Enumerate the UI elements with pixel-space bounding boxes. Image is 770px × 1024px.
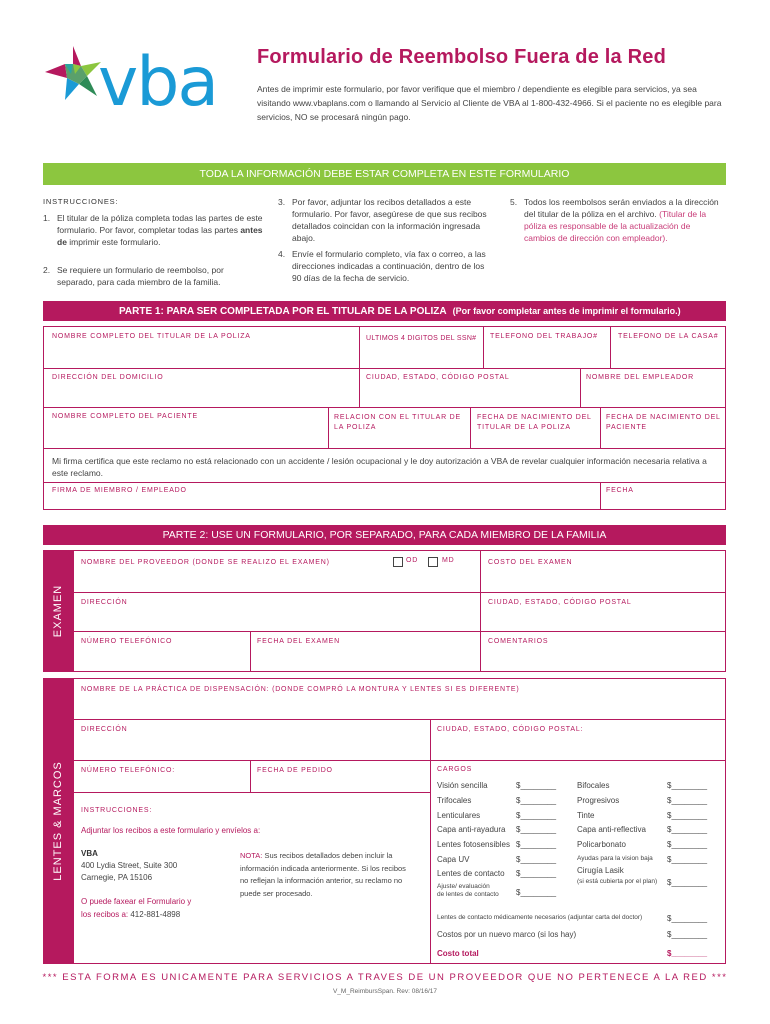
date-field[interactable]: FECHA xyxy=(606,487,634,494)
holder-name-field[interactable]: NOMBRE COMPLETO DEL TITULAR DE LA POLIZA xyxy=(52,333,251,340)
note-bold: NOTA: xyxy=(240,851,263,860)
charge-label: Policarbonato xyxy=(577,840,626,849)
charge-input[interactable]: $________ xyxy=(516,840,557,849)
fax-line-2 xyxy=(81,910,180,919)
fax-label: los recibos a: xyxy=(81,910,131,919)
part2-title: PARTE 2: USE UN FORMULARIO, POR SEPARADO, PARA CADA MIEMBRO DE LA FAMILIA xyxy=(162,529,607,541)
employer-field[interactable]: NOMBRE DEL EMPLEADOR xyxy=(586,374,694,381)
charge-label-eval-2: de lentes de contacto xyxy=(437,891,499,898)
attach-text: Adjuntar los recibos a este formulario y envíelos a: xyxy=(81,826,261,835)
note-text xyxy=(240,850,415,900)
instruction-1-text-b: imprimir este formulario. xyxy=(66,237,161,247)
charge-input[interactable]: $________ xyxy=(667,796,708,805)
practice-field[interactable]: NOMBRE DE LA PRÁCTICA DE DISPENSACIÓN: (DONDE COMPRÓ LA MONTURA Y LENTES SI ES DIFERENTE) xyxy=(81,686,520,693)
charge-input[interactable]: $________ xyxy=(667,930,708,939)
charge-input[interactable]: $________ xyxy=(516,825,557,834)
lenses-side-label xyxy=(43,678,73,964)
instruction-3-num: 3. xyxy=(278,197,286,207)
lenses-form xyxy=(73,678,726,964)
charge-label-eval-1: Ajuste/ evaluación xyxy=(437,883,490,890)
charge-input[interactable]: $________ xyxy=(516,781,557,790)
charge-label: Visión sencilla xyxy=(437,781,488,790)
instruction-5-text: Todos los reembolsos serán enviados a la dirección del titular de la póliza en el archivo. xyxy=(524,197,719,219)
exam-side-label xyxy=(43,550,73,672)
charge-input[interactable]: $________ xyxy=(516,855,557,864)
instruction-3-text: Por favor, adjuntar los recibos detallados a este formulario. Por favor, asegúrese de que sus recibos detallados coincidan con la información ingresada abajo. xyxy=(292,197,487,243)
exam-form xyxy=(73,550,726,672)
instruction-5-num: 5. xyxy=(510,197,518,207)
charge-label: Lenticulares xyxy=(437,811,481,820)
charge-input[interactable]: $________ xyxy=(667,878,708,887)
footer-notice: *** ESTA FORMA ES UNICAMENTE PARA SERVICIOS A TRAVES DE UN PROVEEDOR QUE NO PERTENECE A LA RED *** xyxy=(42,972,728,983)
certify-text: Mi firma certifica que este reclamo no está relacionado con un accidente / lesión ocupacional y le doy autorización a VBA de revelar cualquier información necesaria relativa a este reclamo. xyxy=(52,456,707,478)
lenses-instr-heading: INSTRUCCIONES: xyxy=(81,807,153,814)
instructions-col-2 xyxy=(278,196,493,286)
note-body: Sus recibos detallados deben incluir la información indicada anteriormente. Si los recibos no reflejan la información anterior, su reclamo no puede ser procesado. xyxy=(240,851,406,898)
total-input[interactable]: $________ xyxy=(667,949,708,958)
lenses-address-field[interactable]: DIRECCIÓN xyxy=(81,726,128,733)
charge-input[interactable]: $________ xyxy=(516,811,557,820)
charge-input[interactable]: $________ xyxy=(516,869,557,878)
part1-title: PARTE 1: PARA SER COMPLETADA POR EL TITULAR DE LA POLIZA xyxy=(119,305,447,317)
md-checkbox[interactable] xyxy=(428,557,438,567)
charge-label: Capa anti-rayadura xyxy=(437,825,506,834)
home-phone-field[interactable]: TELEFONO DE LA CASA# xyxy=(618,333,719,340)
exam-address-field[interactable]: DIRECCIÓN xyxy=(81,599,128,606)
charge-input[interactable]: $________ xyxy=(516,888,557,897)
part1-banner xyxy=(43,301,726,321)
instructions-col-1 xyxy=(43,196,263,286)
charge-input[interactable]: $________ xyxy=(516,796,557,805)
lenses-side-text: LENTES & MARCOS xyxy=(52,761,64,881)
instruction-5-note: (Titular de la póliza es responsable de la actualización de cambios de dirección con empleador). xyxy=(524,209,707,243)
instruction-4-text: Envíe el formulario completo, vía fax o correo, a las direcciones indicadas a continuación, dentro de los 90 días de la fecha de servicio. xyxy=(292,249,486,283)
work-phone-field[interactable]: TELEFONO DEL TRABAJO# xyxy=(490,333,598,340)
ssn-field[interactable]: ULTIMOS 4 DIGITOS DEL SSN# xyxy=(366,335,477,342)
charge-label: Capa anti-reflectiva xyxy=(577,825,646,834)
patient-dob-field[interactable]: FECHA DE NACIMIENTO DEL PACIENTE xyxy=(606,414,721,431)
instruction-1-text xyxy=(57,212,263,248)
total-label: Costo total xyxy=(437,949,479,958)
relation-field[interactable]: RELACION CON EL TITULAR DE LA POLIZA xyxy=(334,414,461,431)
od-label: OD xyxy=(406,557,419,564)
charges-heading: CARGOS xyxy=(437,766,473,773)
signature-field[interactable]: FIRMA DE MIEMBRO / EMPLEADO xyxy=(52,487,187,494)
charge-label-medical: Lentes de contacto médicamente necesarios (adjuntar carta del doctor) xyxy=(437,914,643,921)
md-label: MD xyxy=(442,557,455,564)
provider-field[interactable]: NOMBRE DEL PROVEEDOR (DONDE SE REALIZO EL EXAMEN) xyxy=(81,559,330,566)
charge-input[interactable]: $________ xyxy=(667,825,708,834)
logo-text: vba xyxy=(98,43,218,122)
charge-label-lasik-note: (si está cubierta por el plan) xyxy=(577,878,658,885)
charge-label: Lentes fotosensibles xyxy=(437,840,510,849)
exam-phone-field[interactable]: NÚMERO TELEFÓNICO xyxy=(81,638,173,645)
exam-date-field[interactable]: FECHA DEL EXAMEN xyxy=(257,638,340,645)
charge-label-vision-aid: Ayudas para la vision baja xyxy=(577,855,653,862)
holder-dob-field[interactable]: FECHA DE NACIMIENTO DEL TITULAR DE LA POLIZA xyxy=(477,414,592,431)
charge-label: Capa UV xyxy=(437,855,470,864)
charge-label: Bifocales xyxy=(577,781,610,790)
all-info-banner-text: TODA LA INFORMACIÓN DEBE ESTAR COMPLETA EN ESTE FORMULARIO xyxy=(199,168,570,180)
patient-name-field[interactable]: NOMBRE COMPLETO DEL PACIENTE xyxy=(52,413,198,420)
charge-label: Tinte xyxy=(577,811,595,820)
exam-city-field[interactable]: CIUDAD, ESTADO, CÓDIGO POSTAL xyxy=(488,599,632,606)
od-checkbox[interactable] xyxy=(393,557,403,567)
lenses-city-field[interactable]: CIUDAD, ESTADO, CÓDIGO POSTAL: xyxy=(437,726,584,733)
part2-banner xyxy=(43,525,726,545)
charge-input[interactable]: $________ xyxy=(667,781,708,790)
instructions-col-3 xyxy=(510,196,725,266)
instruction-1-bold: antes de xyxy=(57,225,263,247)
part1-subtitle: (Por favor completar antes de imprimir el formulario.) xyxy=(452,306,681,316)
charge-label-new-frame: Costos por un nuevo marco (si los hay) xyxy=(437,930,577,939)
vba-name: VBA xyxy=(81,849,98,858)
instruction-2-num: 2. xyxy=(43,265,51,275)
instruction-1-text-a: El titular de la póliza completa todas las partes de este formulario. Por favor, completar todas las partes xyxy=(57,213,263,235)
vba-addr2: Carnegie, PA 15106 xyxy=(81,873,153,882)
vba-logo xyxy=(43,44,243,124)
city-field[interactable]: CIUDAD, ESTADO, CÓDIGO POSTAL xyxy=(366,374,510,381)
charge-label: Progresivos xyxy=(577,796,620,805)
instructions-heading: INSTRUCCIONES: xyxy=(43,197,119,206)
instruction-1-num: 1. xyxy=(43,213,51,223)
charge-label-lasik: Cirugía Lasik xyxy=(577,866,624,875)
charge-input[interactable]: $________ xyxy=(667,840,708,849)
intro-text: Antes de imprimir este formulario, por favor verifique que el miembro / dependiente es elegible para servicios, ya sea visitando www.vbaplans.com o llamando al Servicio al Cliente de VBA al 1-800-432-4966. Si el paciente no es elegible para servicios, NO se procesará ningún pago. xyxy=(257,84,722,122)
page-title: Formulario de Reembolso Fuera de la Red xyxy=(257,46,667,68)
charge-input[interactable]: $________ xyxy=(667,855,708,864)
lenses-phone-field[interactable]: NÚMERO TELEFÓNICO: xyxy=(81,767,176,774)
instruction-4-num: 4. xyxy=(278,249,286,259)
charge-label: Lentes de contacto xyxy=(437,869,505,878)
fax-line-1: O puede faxear el Formulario y xyxy=(81,897,192,906)
address-field[interactable]: DIRECCIÓN DEL DOMICILIO xyxy=(52,374,164,381)
exam-comments-field[interactable]: COMENTARIOS xyxy=(488,638,549,645)
exam-side-text: EXAMEN xyxy=(52,584,64,638)
charge-input[interactable]: $________ xyxy=(667,811,708,820)
vba-addr1: 400 Lydia Street, Suite 300 xyxy=(81,861,178,870)
instruction-2-text: Se requiere un formulario de reembolso, por separado, para cada miembro de la familia. xyxy=(57,265,224,287)
exam-cost-field[interactable]: COSTO DEL EXAMEN xyxy=(488,559,573,566)
order-date-field[interactable]: FECHA DE PEDIDO xyxy=(257,767,333,774)
form-version: V_M_ReimbursSpan. Rev: 08/16/17 xyxy=(332,988,438,995)
all-info-banner xyxy=(43,163,726,185)
charge-input[interactable]: $________ xyxy=(667,914,708,923)
fax-number[interactable]: 412-881-4898 xyxy=(130,910,181,919)
charge-label: Trifocales xyxy=(437,796,472,805)
